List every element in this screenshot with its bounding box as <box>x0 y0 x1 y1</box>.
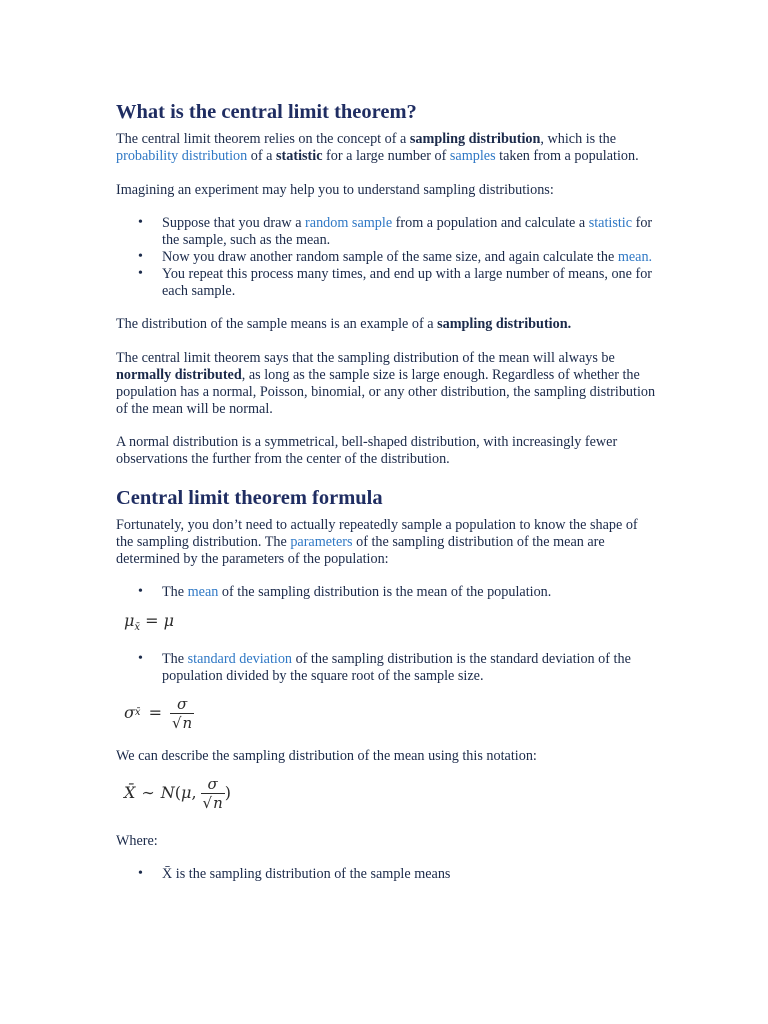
text: of a <box>247 147 276 164</box>
sqrt-icon: √ <box>202 793 213 812</box>
math-subscript: x̄ <box>134 622 141 634</box>
math-symbol: X̄ <box>124 783 136 803</box>
math-paren: ) <box>224 783 232 803</box>
sd-list <box>116 651 656 685</box>
bold-statistic: statistic <box>276 147 323 164</box>
text: . <box>648 248 653 265</box>
formula-notation <box>124 771 656 817</box>
math-fraction <box>201 776 225 812</box>
bold-sampling-distribution: sampling distribution <box>409 131 541 147</box>
text: of the sampling distribution is the standard deviation of the population divided by the square root of the sample size. <box>162 651 631 684</box>
math-numerator: σ <box>207 774 218 793</box>
list-item <box>116 266 656 300</box>
paragraph-sample-means <box>116 316 656 333</box>
math-symbol: μ <box>181 783 192 803</box>
paragraph-imagining: Imagining an experiment may help you to understand sampling distributions: <box>116 181 554 198</box>
text: The <box>162 584 188 601</box>
list-item <box>116 651 656 685</box>
list-item: • X̄ is the sampling distribution of the sample means <box>116 866 656 883</box>
math-symbol: μ <box>124 611 135 631</box>
paragraph-normal-distribution: A normal distribution is a symmetrical, bell-shaped distribution, with increasingly fewer observations the further from the center of the distribution. <box>116 434 618 468</box>
link-mean[interactable]: mean <box>617 248 649 265</box>
link-standard-deviation[interactable]: standard deviation <box>187 651 293 668</box>
paragraph-notation: We can describe the sampling distribution of the mean using this notation: <box>116 747 537 764</box>
math-denominator <box>201 793 225 812</box>
formula-mean <box>124 611 656 638</box>
math-comma: , <box>191 783 197 803</box>
experiment-list <box>116 215 656 299</box>
heading-clt-formula: Central limit theorem formula <box>116 486 383 509</box>
text: You repeat this process many times, and end up with a large number of means, one for each sample. <box>162 265 653 299</box>
text: Fortunately, you don’t need to actually repeatedly sample a population to know the shape of the sampling distribution. The <box>116 516 638 550</box>
link-probability-distribution[interactable]: probability distribution <box>116 147 248 164</box>
text: , which is the <box>540 131 617 147</box>
link-samples[interactable]: samples <box>449 147 496 164</box>
math-paren: ( <box>174 783 182 803</box>
text: The central limit theorem says that the sampling distribution of the mean will always be <box>116 350 615 367</box>
heading-what-is-clt: What is the central limit theorem? <box>116 101 417 123</box>
text: The central limit theorem relies on the concept of a <box>116 131 410 147</box>
bold-sampling-distribution: sampling distribution. <box>437 316 572 333</box>
where-list <box>116 866 656 883</box>
math-equals: = <box>145 611 159 631</box>
text: for the sample, such as the mean. <box>162 215 653 249</box>
paragraph-clt-says <box>116 350 656 417</box>
text: The <box>162 651 188 668</box>
math-symbol: μ <box>163 611 175 631</box>
link-mean[interactable]: mean <box>187 584 219 601</box>
math-symbol: N <box>160 783 175 803</box>
article-content <box>116 100 656 883</box>
text: Now you draw another random sample of the same size, and again calculate the <box>162 248 618 265</box>
formula-sd <box>124 693 656 735</box>
link-parameters[interactable]: parameters <box>290 533 353 550</box>
text: for a large number of <box>322 147 450 164</box>
math-tilde: ∼ <box>141 783 155 803</box>
text: from a population and calculate a <box>392 215 589 232</box>
paragraph-where: Where: <box>116 832 158 849</box>
list-item <box>116 584 656 601</box>
text: taken from a population. <box>495 147 639 164</box>
math-symbol: n <box>182 713 193 732</box>
paragraph-fortunately <box>116 517 656 567</box>
text: of the sampling distribution of the mean are determined by the parameters of the population: <box>116 533 605 567</box>
sqrt-icon: √ <box>171 713 182 732</box>
text: Suppose that you draw a <box>162 215 306 232</box>
text: of the sampling distribution is the mean of the population. <box>218 584 552 601</box>
math-symbol: σ <box>124 703 135 723</box>
math-fraction <box>170 696 194 732</box>
math-numerator: σ <box>176 694 188 713</box>
math-equals: = <box>148 703 162 723</box>
text: The distribution of the sample means is an example of a <box>116 316 438 333</box>
text: , as long as the sample size is large enough. Regardless of whether the population has a normal, Poisson, binomial, or any other distribution, the sampling distribution of the mean will be normal. <box>116 366 656 417</box>
list-item <box>116 215 656 249</box>
link-random-sample[interactable]: random sample <box>305 215 393 232</box>
mean-list <box>116 584 656 601</box>
link-statistic[interactable]: statistic <box>588 215 633 232</box>
paragraph-intro <box>116 131 656 165</box>
list-item <box>116 249 656 266</box>
math-subscript: x̄ <box>134 707 141 719</box>
math-denominator <box>170 713 194 732</box>
bold-normally-distributed: normally distributed <box>116 366 242 383</box>
math-symbol: n <box>213 793 223 812</box>
